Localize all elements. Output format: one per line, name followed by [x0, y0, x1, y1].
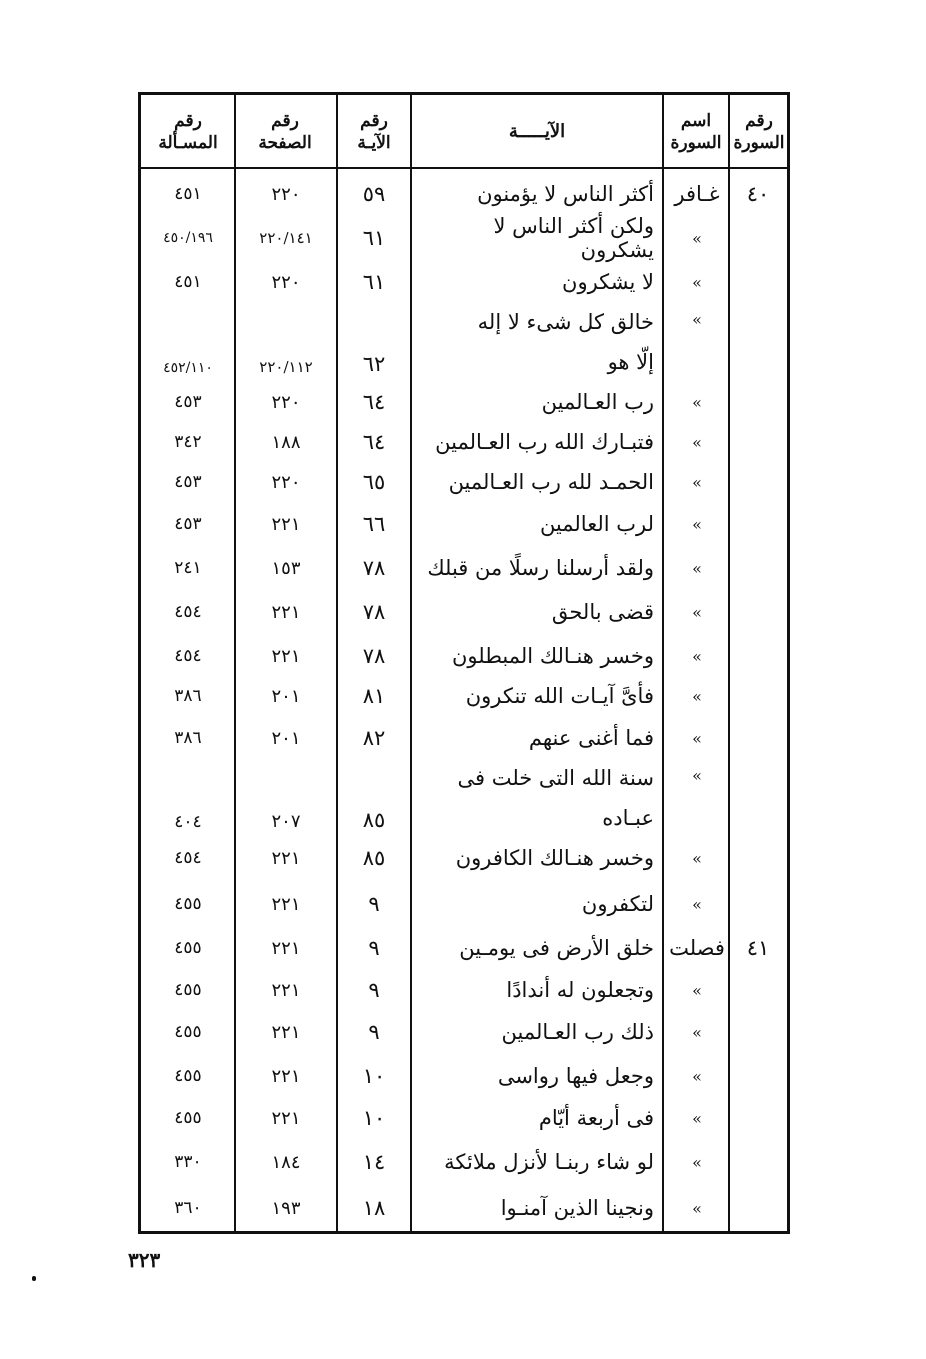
ditto-mark: » [692, 646, 702, 666]
ayah-number: ١٠ [362, 1064, 386, 1088]
ayah-number: ٦١ [362, 226, 386, 250]
table-row [0, 422, 926, 462]
ayah-text: ونجينا الذين آمنـوا [500, 1196, 654, 1220]
ditto-mark: » [692, 228, 702, 248]
ayah-number: ٧٨ [362, 644, 386, 668]
sura-number [730, 718, 786, 758]
sura-number [730, 504, 786, 544]
page-number: ٣٢٣ [128, 1248, 161, 1272]
header-ayah-number: رقم الآيـة [357, 111, 391, 153]
ayah-number: ١٨ [362, 1196, 386, 1220]
issue-ref: ٤٥٥ [174, 894, 202, 914]
table-row [0, 548, 926, 588]
page-ref: ٢٢٠ [271, 271, 301, 293]
ayah-text: الحمـد لله رب العـالمين [448, 470, 654, 494]
sura-number [730, 838, 786, 878]
ayah-number: ٩ [368, 892, 380, 916]
page-ref: ٢٢١ [271, 1021, 301, 1043]
page-ref: ٢٠١ [271, 685, 301, 707]
page-ref: ٢٢١ [271, 847, 301, 869]
issue-ref: ٤٥٤ [174, 602, 202, 622]
page-ref: ٢٢٠/١١٢ [259, 358, 313, 376]
page-ref: ٢٢١ [271, 513, 301, 535]
ditto-mark: » [692, 766, 702, 785]
scan-speck [32, 1276, 36, 1281]
sura-number [730, 218, 786, 258]
sura-number [730, 462, 786, 502]
ditto-mark: » [692, 472, 702, 492]
ayah-text: ذلك رب العـالمين [501, 1020, 654, 1044]
sura-number [730, 1188, 786, 1228]
header-sura-number: رقم السورة [733, 111, 785, 153]
header-page-number: رقم الصفحة [258, 111, 312, 153]
table-row [0, 928, 926, 968]
header-sura-name: اسم السورة [670, 111, 722, 153]
ayah-number: ٦٥ [362, 470, 386, 494]
issue-ref: ٣٨٦ [174, 686, 202, 706]
ayah-text: لرب العالمين [539, 512, 654, 536]
page-ref: ٢٢١ [271, 979, 301, 1001]
issue-ref: ٤٥١ [174, 184, 202, 204]
ayah-text: فما أغنى عنهم [528, 726, 654, 750]
sura-number [730, 262, 786, 302]
table-row [0, 462, 926, 502]
ayah-number: ٦٦ [362, 512, 386, 536]
page-ref: ٢٢٠/١٤١ [259, 229, 313, 247]
ayah-text: لتكفرون [581, 892, 654, 916]
ayah-text: ولقد أرسلنا رسلًا من قبلك [427, 556, 654, 580]
ditto-mark: » [692, 1198, 702, 1218]
ayah-text: أكثر الناس لا يؤمنون [477, 182, 654, 206]
ditto-mark: » [692, 602, 702, 622]
issue-ref: ٣٦٠ [174, 1198, 202, 1218]
ditto-mark: » [692, 980, 702, 1000]
page-ref: ٢٢١ [271, 1107, 301, 1129]
issue-ref: ٤٥٠/١٩٦ [163, 230, 213, 246]
page-ref: ٢٢١ [271, 893, 301, 915]
sura-number [730, 884, 786, 924]
table-row [0, 1012, 926, 1052]
issue-ref: ٤٥١ [174, 272, 202, 292]
table-row [0, 1098, 926, 1138]
ayah-number: ٩ [368, 1020, 380, 1044]
ayah-text: وخسر هنـالك المبطلون [451, 644, 654, 668]
table-row [0, 676, 926, 716]
page-ref: ٢٢١ [271, 601, 301, 623]
ayah-text: لا يشكرون [562, 270, 654, 294]
issue-ref: ٤٥٥ [174, 980, 202, 1000]
sura-number [730, 1012, 786, 1052]
table-row [0, 302, 926, 382]
issue-ref: ٤٥٣ [174, 514, 202, 534]
ditto-mark: » [692, 1152, 702, 1172]
ayah-text: خالق كل شىء لا إله إلّا هو [477, 310, 654, 374]
table-row [0, 262, 926, 302]
issue-ref: ٤٥٥ [174, 1022, 202, 1042]
ayah-number: ١٠ [362, 1106, 386, 1130]
page-ref: ٢٠١ [271, 727, 301, 749]
table-row [0, 504, 926, 544]
issue-ref: ٤٥٢/١١٠ [163, 360, 213, 376]
page-ref: ٢٢١ [271, 1065, 301, 1087]
sura-number [730, 1056, 786, 1096]
ayah-number: ٦١ [362, 270, 386, 294]
page-ref: ٢٢١ [271, 645, 301, 667]
ditto-mark: » [692, 686, 702, 706]
table-row [0, 636, 926, 676]
sura-number [730, 1142, 786, 1182]
page-ref: ١٨٤ [271, 1151, 301, 1173]
ditto-mark: » [692, 728, 702, 748]
ayah-number: ١٤ [362, 1150, 386, 1174]
header-ayah: الآيـــــة [508, 121, 566, 142]
ayah-number: ٨٢ [362, 726, 386, 750]
page-ref: ٢٢٠ [271, 183, 301, 205]
sura-name: فصلت [669, 936, 725, 960]
ditto-mark: » [692, 848, 702, 868]
ayah-number: ٧٨ [362, 556, 386, 580]
sura-number [730, 592, 786, 632]
ayah-text: لو شاء ربنـا لأنزل ملائكة [444, 1150, 654, 1174]
table-row [0, 174, 926, 214]
sura-number: ٤٠ [746, 182, 770, 206]
ayah-text: وتجعلون له أندادًا [506, 978, 654, 1002]
issue-ref: ٣٤٢ [174, 432, 202, 452]
ayah-number: ٦٤ [362, 390, 386, 414]
issue-ref: ٤٥٤ [174, 848, 202, 868]
table-row [0, 758, 926, 838]
ayah-number: ٨٥ [362, 808, 386, 832]
page-ref: ١٩٣ [271, 1197, 301, 1219]
ditto-mark: » [692, 1066, 702, 1086]
issue-ref: ٢٤١ [174, 558, 202, 578]
page-ref: ٢٠٧ [271, 811, 301, 832]
issue-ref: ٣٨٦ [174, 728, 202, 748]
issue-ref: ٤٥٤ [174, 646, 202, 666]
sura-number [730, 1098, 786, 1138]
header-divider [140, 167, 788, 169]
ayah-number: ٥٩ [362, 182, 386, 206]
ayah-text: فأىَّ آيـات الله تنكرون [465, 684, 654, 708]
ayah-number: ٧٨ [362, 600, 386, 624]
page-ref: ١٥٣ [271, 557, 301, 579]
sura-number [730, 970, 786, 1010]
ayah-number: ٨١ [362, 684, 386, 708]
table-row [0, 884, 926, 924]
table-row [0, 838, 926, 878]
ditto-mark: » [692, 310, 702, 329]
ayah-text: ولكن أكثر الناس لا يشكرون [493, 214, 654, 262]
sura-number [730, 302, 786, 382]
ayah-number: ٦٤ [362, 430, 386, 454]
ditto-mark: » [692, 272, 702, 292]
sura-number [730, 636, 786, 676]
ayah-text: فى أربعة أيّام [538, 1106, 654, 1130]
table-row [0, 592, 926, 632]
ayah-text: سنة الله التى خلت فى عبـاده [457, 766, 654, 830]
ditto-mark: » [692, 432, 702, 452]
table-row [0, 718, 926, 758]
ayah-text: وخسر هنـالك الكافرون [455, 846, 654, 870]
ditto-mark: » [692, 1022, 702, 1042]
ayah-text: رب العـالمين [541, 390, 654, 414]
sura-number: ٤١ [746, 936, 770, 960]
ayah-text: فتبـارك الله رب العـالمين [435, 430, 654, 454]
table-row [0, 382, 926, 422]
page-ref: ٢٢١ [271, 937, 301, 959]
header-issue-number: رقم المسـألة [158, 111, 218, 153]
ayah-number: ٨٥ [362, 846, 386, 870]
issue-ref: ٤٥٣ [174, 392, 202, 412]
issue-ref: ٤٠٤ [174, 812, 202, 832]
issue-ref: ٤٥٥ [174, 938, 202, 958]
issue-ref: ٣٣٠ [174, 1152, 202, 1172]
table-row [0, 970, 926, 1010]
ditto-mark: » [692, 514, 702, 534]
ayah-number: ٩ [368, 978, 380, 1002]
table-row [0, 214, 926, 262]
issue-ref: ٤٥٣ [174, 472, 202, 492]
ayah-text: وجعل فيها رواسى [497, 1064, 654, 1088]
sura-number [730, 382, 786, 422]
sura-number [730, 676, 786, 716]
sura-name: غـافر [674, 182, 720, 206]
table-row [0, 1142, 926, 1182]
sura-number [730, 422, 786, 462]
table-row [0, 1056, 926, 1096]
sura-number [730, 758, 786, 838]
ditto-mark: » [692, 894, 702, 914]
ayah-text: خلق الأرض فى يومـين [459, 936, 654, 960]
sura-number [730, 548, 786, 588]
table-row [0, 1188, 926, 1228]
ayah-text: قضى بالحق [551, 600, 654, 624]
page-ref: ٢٢٠ [271, 391, 301, 413]
issue-ref: ٤٥٥ [174, 1108, 202, 1128]
ditto-mark: » [692, 558, 702, 578]
ditto-mark: » [692, 1108, 702, 1128]
page-ref: ٢٢٠ [271, 471, 301, 493]
ditto-mark: » [692, 392, 702, 412]
ayah-number: ٦٢ [362, 352, 386, 376]
ayah-number: ٩ [368, 936, 380, 960]
issue-ref: ٤٥٥ [174, 1066, 202, 1086]
page-ref: ١٨٨ [271, 431, 301, 453]
